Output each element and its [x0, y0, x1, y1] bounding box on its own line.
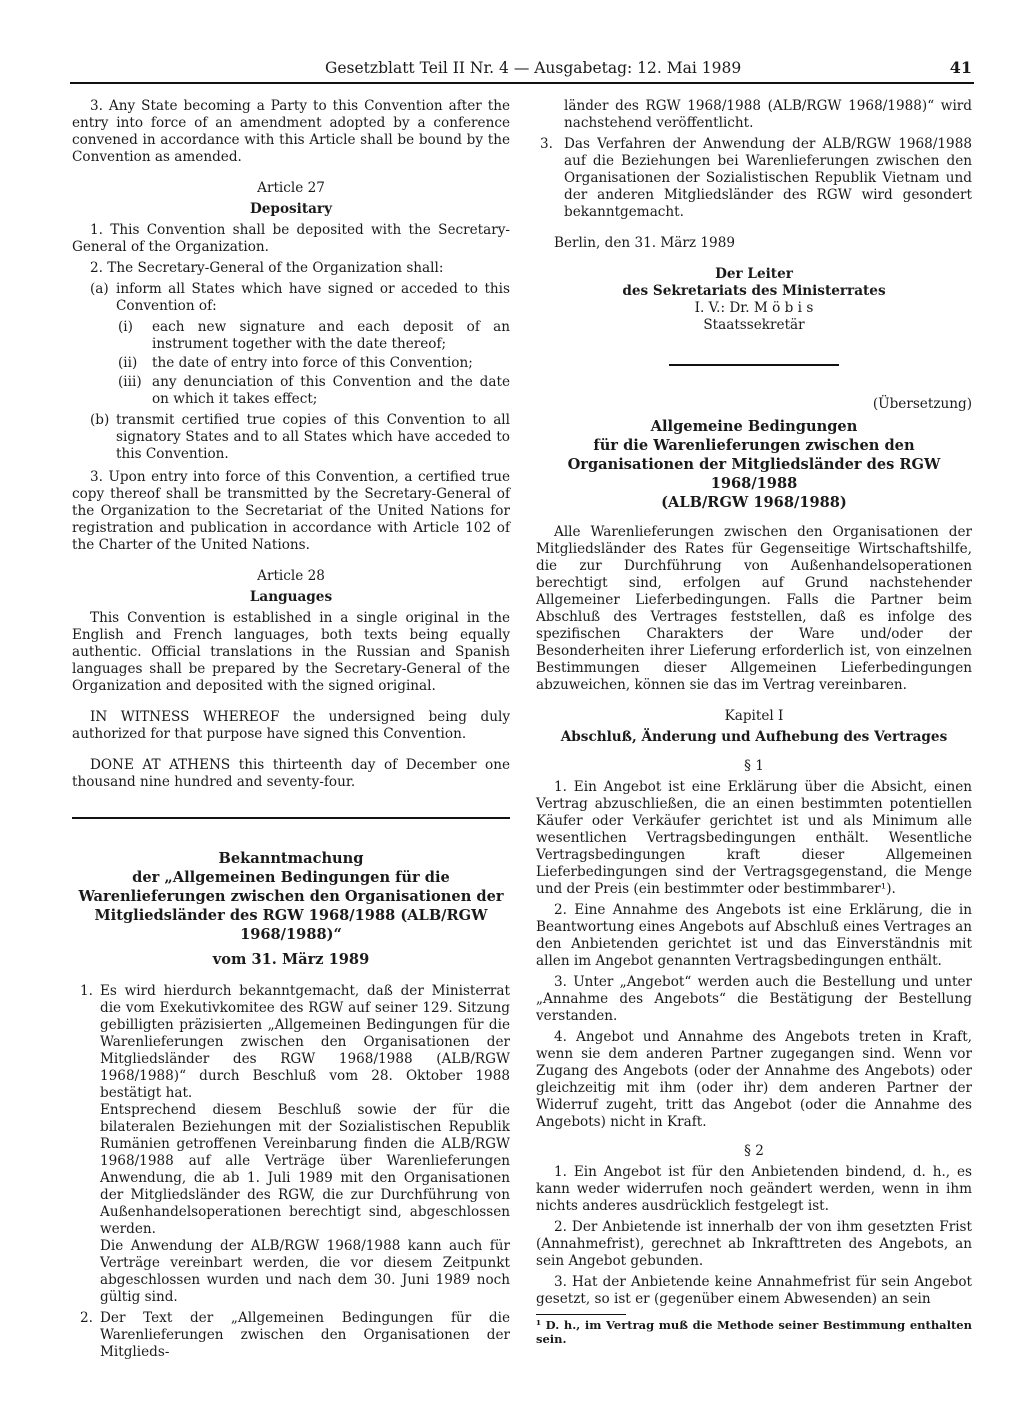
article27-para2: 2. The Secretary-General of the Organization shall:: [90, 260, 444, 276]
bekanntmachung-item-1-text-c: Die Anwendung der ALB/RGW 1968/1988 kann auch für Verträge vereinbart werden, die vor diesem Zeitpunkt abgeschlossen wurden und nach dem 30. Juni 1989 noch gültig sind.: [100, 1238, 510, 1305]
article27-para3: 3. Upon entry into force of this Convention, a certified true copy thereof shall be transmitted by the Secretary-General of the Organization to the Secretariat of the United Nations for registration and publication in accordance with Article 102 of the Charter of the United Nations.: [72, 469, 510, 553]
footnote-rule: [536, 1314, 626, 1315]
article27-item-a-ii: [72, 355, 510, 372]
bekanntmachung-subtitle: der „Allgemeinen Bedingungen für die Warenlieferungen zwischen den Organisationen der Mitgliedsländer des RGW 1968/1988 (ALB/RGW 1968/1988)“: [78, 869, 504, 943]
article27-item-a: [72, 281, 510, 315]
article27-item-b: [72, 412, 510, 463]
bekanntmachung-item-1: [72, 983, 510, 1306]
section2-para2: 2. Der Anbietende ist innerhalb der von ihm gesetzten Frist (Annahmefrist), gerechnet ab Inkrafttreten des Angebots, an sein Angebot gebunden.: [536, 1219, 972, 1269]
bekanntmachung-item-1-text-a: Es wird hierdurch bekanntgemacht, daß der Ministerrat die vom Exekutivkomitee des RGW auf seiner 129. Sitzung gebilligten präzisierten „Allgemeinen Bedingungen für die Warenlieferungen zwischen den Organisationen der Mitgliedsländer des RGW 1968/1988 (ALB/RGW 1968/1988)“ durch Beschluß vom 28. Oktober 1988 bestätigt hat.: [100, 983, 510, 1101]
article27-item-a-text: inform all States which have signed or acceded to this Convention of:: [116, 281, 510, 314]
place-and-date: Berlin, den 31. März 1989: [554, 235, 735, 251]
bekanntmachung-item-3-label: 3.: [540, 136, 553, 152]
bekanntmachung-item-3: [536, 136, 972, 221]
signature-title-2: des Sekretariats des Ministerrates: [622, 283, 886, 299]
section2-para1: 1. Ein Angebot ist für den Anbietenden bindend, d. h., es kann weder widerrufen noch geändert werden, wenn in ihm nichts anderes ausdrücklich festgelegt ist.: [536, 1164, 972, 1214]
article27-item-a-iii-text: any denunciation of this Convention and the date on which it takes effect;: [152, 374, 510, 407]
article27-item-a-i-label: (i): [118, 319, 133, 335]
article27-item-a-ii-label: (ii): [118, 355, 138, 371]
article27-item-b-text: transmit certified true copies of this Convention to all signatory States and to all States which have acceded to this Convention.: [116, 412, 510, 462]
article28-heading: Languages: [249, 589, 333, 605]
bekanntmachung-title: Bekanntmachung: [218, 850, 364, 867]
article27-heading: Depositary: [250, 201, 332, 217]
chapter1-title: Kapitel I: [724, 708, 784, 724]
bekanntmachung-item-2: [72, 1310, 510, 1361]
witness-clause: IN WITNESS WHEREOF the undersigned being duly authorized for that purpose have signed this Convention.: [72, 709, 510, 742]
alb-intro: Alle Warenlieferungen zwischen den Organisationen der Mitgliedsländer des Rates für Gegenseitige Wirtschaftshilfe, die zur Durchführung von Außenhandelsoperationen berechtigt sind, erfolgen auf Grund nachstehender Allgemeiner Lieferbedingungen. Falls die Partner beim Abschluß des Vertrages feststellen, daß es infolge des spezifischen Charakters der Ware und/oder der Besonderheiten ihrer Lieferung erforderlich ist, von einzelnen Bestimmungen dieser Allgemeinen Lieferbedingungen abzuweichen, können sie das im Vertrag vereinbaren.: [536, 524, 972, 693]
signature-title-1: Der Leiter: [715, 266, 793, 282]
section1-title: § 1: [744, 758, 764, 774]
bekanntmachung-item-3-text: Das Verfahren der Anwendung der ALB/RGW 1968/1988 auf die Beziehungen bei Warenlieferungen zwischen den Organisationen der Sozialistischen Republik Vietnam und der anderen Mitgliedsländer des RGW wird gesondert bekanntgemacht.: [564, 136, 972, 220]
chapter1-heading: Abschluß, Änderung und Aufhebung des Vertrages: [560, 729, 948, 745]
bekanntmachung-item-1-label: 1.: [80, 983, 93, 999]
page-header: [70, 58, 974, 84]
page-number: 41: [949, 58, 972, 77]
bekanntmachung-item-2-label: 2.: [80, 1310, 93, 1326]
article27-item-a-i-text: each new signature and each deposit of an instrument together with the date thereof;: [152, 319, 510, 352]
section1-para2: 2. Eine Annahme des Angebots ist eine Erklärung, die in Beantwortung eines Angebots auf Abschluß eines Vertrages an den Anbietenden gerichtet ist und das Einverständnis mit allen im Angebot genannten Vertragsbedingungen enthält.: [536, 902, 972, 969]
signature-role: Staatssekretär: [703, 317, 805, 333]
article27-item-a-label: (a): [90, 281, 109, 297]
alb-title-1: Allgemeine Bedingungen: [650, 418, 858, 435]
right-column: [536, 98, 972, 1346]
article27-title: Article 27: [257, 180, 325, 196]
translation-note: (Übersetzung): [872, 396, 972, 412]
section1-para4: 4. Angebot und Annahme des Angebots treten in Kraft, wenn sie dem anderen Partner zugegangen sind. Wenn vor Zugang des Angebots (oder der Annahme des Angebots) oder gleichzeitig mit ihm (oder ihr) dem anderen Partner der Widerruf zugeht, tritt das Angebot (oder die Annahme des Angebots) nicht in Kraft.: [536, 1029, 972, 1130]
article27-item-a-iii-label: (iii): [118, 374, 142, 390]
alb-title-2: für die Warenlieferungen zwischen den Organisationen der Mitgliedsländer des RGW 1968/1988: [567, 437, 941, 492]
article27-para1: 1. This Convention shall be deposited with the Secretary-General of the Organization.: [72, 222, 510, 255]
left-column: [72, 98, 510, 1361]
section2-title: § 2: [744, 1143, 764, 1159]
signature-name: I. V.: Dr. M ö b i s: [694, 300, 814, 316]
article28-title: Article 28: [257, 568, 325, 584]
alb-title-3: (ALB/RGW 1968/1988): [661, 494, 847, 511]
section1-para1: 1. Ein Angebot ist eine Erklärung über die Absicht, einen Vertrag abzuschließen, die an einen bestimmten potentiellen Käufer oder Verkäufer gerichtet ist und als Minimum alle wesentlichen Vertragsbedingungen enthält. Wesentliche Vertragsbedingungen kraft dieser Allgemeinen Lieferbedingungen sind der Vertragsgegenstand, die Menge und der Preis (ein bestimmter oder bestimmbarer¹).: [536, 779, 972, 897]
done-clause: DONE AT ATHENS this thirteenth day of December one thousand nine hundred and seventy-four.: [72, 757, 510, 790]
bekanntmachung-item-2-text: Der Text der „Allgemeinen Bedingungen für die Warenlieferungen zwischen den Organisationen der Mitglieds-: [100, 1310, 510, 1360]
article28-para: This Convention is established in a single original in the English and French languages, both texts being equally authentic. Official translations in the Russian and Spanish languages shall be prepared by the Secretary-General of the Organization and deposited with the signed original.: [72, 610, 510, 694]
footnote: ¹ D. h., im Vertrag muß die Methode seiner Bestimmung enthalten sein.: [536, 1318, 972, 1346]
bekanntmachung-item-2-continued: länder des RGW 1968/1988 (ALB/RGW 1968/1988)“ wird nachstehend veröffentlicht.: [564, 98, 972, 131]
section1-para3: 3. Unter „Angebot“ werden auch die Bestellung und unter „Annahme des Angebots“ die Bestätigung der Bestellung verstanden.: [536, 974, 972, 1024]
article27-item-b-label: (b): [90, 412, 110, 428]
bekanntmachung-date: vom 31. März 1989: [212, 951, 370, 968]
article27-item-a-iii: [72, 374, 510, 408]
article26-para3: 3. Any State becoming a Party to this Convention after the entry into force of an amendment adopted by a conference convened in accordance with this Article shall be bound by the Convention as amended.: [72, 98, 510, 165]
bekanntmachung-item-1-text-b: Entsprechend diesem Beschluß sowie der für die bilateralen Beziehungen mit der Sozialistischen Republik Rumänien getroffenen Vereinbarung finden die ALB/RGW 1968/1988 auf alle Verträge über Warenlieferungen Anwendung, die ab 1. Juli 1989 mit den Organisationen der Mitgliedsländer des RGW, die zur Durchführung von Außenhandelsoperationen berechtigt sind, abgeschlossen werden.: [100, 1102, 510, 1237]
article27-item-a-ii-text: the date of entry into force of this Convention;: [152, 355, 473, 371]
header-title: Gesetzblatt Teil II Nr. 4 — Ausgabetag: 12. Mai 1989: [325, 59, 742, 77]
article27-item-a-i: [72, 319, 510, 353]
section2-para3: 3. Hat der Anbietende keine Annahmefrist für sein Angebot gesetzt, so ist er (gegenüber einem Abwesenden) an sein: [536, 1274, 972, 1307]
